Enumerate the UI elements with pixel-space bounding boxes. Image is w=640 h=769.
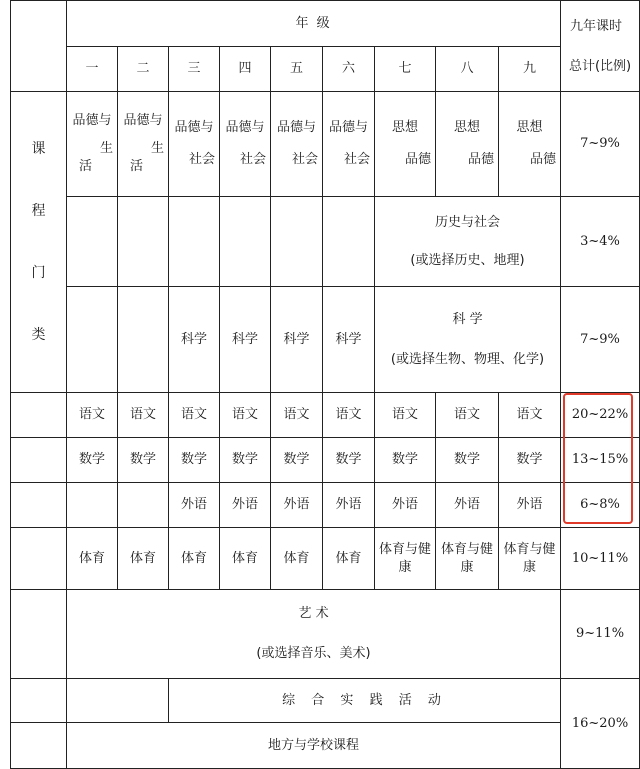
grade-4: 四	[220, 47, 271, 92]
history-cell	[375, 197, 561, 287]
row-chinese	[11, 393, 640, 438]
math-g9: 数学	[499, 438, 561, 483]
history-pct: 3~4%	[561, 197, 640, 287]
math-g5: 数学	[271, 438, 323, 483]
math-g1: 数学	[67, 438, 118, 483]
moral-g2: 品德与 生 活	[118, 92, 169, 197]
row-history	[11, 197, 640, 287]
chinese-g1: 语文	[67, 393, 118, 438]
moral-g9: 思想 品德	[499, 92, 561, 197]
row-moral	[11, 92, 640, 197]
grade-8: 八	[436, 47, 499, 92]
foreign-g4: 外语	[220, 483, 271, 528]
foreign-g7: 外语	[375, 483, 436, 528]
history-note: (或选择历史、地理)	[410, 252, 525, 268]
science-g6: 科学	[323, 287, 375, 393]
foreign-g8: 外语	[436, 483, 499, 528]
foreign-g5: 外语	[271, 483, 323, 528]
grade-7: 七	[375, 47, 436, 92]
row-local	[11, 723, 640, 769]
row-science	[11, 287, 640, 393]
category-char-2: 程	[31, 203, 46, 219]
math-g8: 数学	[436, 438, 499, 483]
math-pct: 13~15%	[561, 438, 640, 483]
moral-g4: 品德与 社会	[220, 92, 271, 197]
row-practice	[11, 679, 640, 723]
corner-cell	[11, 1, 67, 92]
category-char-3: 门	[31, 265, 46, 281]
practice-cell: 综 合 实 践 活 动	[169, 679, 561, 723]
science-note: (或选择生物、物理、化学)	[390, 351, 545, 367]
chinese-g5: 语文	[271, 393, 323, 438]
science-title: 科 学	[452, 311, 483, 327]
pe-g4: 体育	[220, 528, 271, 590]
local-cell: 地方与学校课程	[67, 723, 561, 769]
grade-2: 二	[118, 47, 169, 92]
foreign-pct: 6~8%	[561, 483, 640, 528]
moral-g7: 思想 品德	[375, 92, 436, 197]
header-row-grade	[11, 1, 640, 47]
moral-pct: 7~9%	[561, 92, 640, 197]
chinese-g2: 语文	[118, 393, 169, 438]
arts-note: (或选择音乐、美术)	[256, 646, 371, 661]
chinese-g6: 语文	[323, 393, 375, 438]
pe-g2: 体育	[118, 528, 169, 590]
row-foreign	[11, 483, 640, 528]
science-g5: 科学	[271, 287, 323, 393]
arts-cell	[67, 590, 561, 679]
hours-header	[561, 1, 640, 92]
category-char-1: 课	[31, 141, 46, 157]
science-g4: 科学	[220, 287, 271, 393]
foreign-g6: 外语	[323, 483, 375, 528]
grade-5: 五	[271, 47, 323, 92]
arts-pct: 9~11%	[561, 590, 640, 679]
arts-title: 艺 术	[298, 606, 329, 621]
math-g7: 数学	[375, 438, 436, 483]
pe-g9: 体育与健康	[499, 528, 561, 590]
foreign-g3: 外语	[169, 483, 220, 528]
chinese-g9: 语文	[499, 393, 561, 438]
foreign-g9: 外语	[499, 483, 561, 528]
grade-6: 六	[323, 47, 375, 92]
science-cell	[375, 287, 561, 393]
hours-header-top: 九年课时	[570, 19, 623, 34]
chinese-g8: 语文	[436, 393, 499, 438]
moral-g6: 品德与 社会	[323, 92, 375, 197]
header-row-grades	[11, 47, 640, 92]
moral-g8: 思想 品德	[436, 92, 499, 197]
pe-g1: 体育	[67, 528, 118, 590]
foreign-g1	[67, 483, 118, 528]
hours-header-bottom: 总计(比例)	[568, 59, 632, 74]
history-title: 历史与社会	[435, 214, 501, 230]
science-g3: 科学	[169, 287, 220, 393]
moral-g3: 品德与 社会	[169, 92, 220, 197]
row-arts	[11, 590, 640, 679]
foreign-g2	[118, 483, 169, 528]
grade-1: 一	[67, 47, 118, 92]
row-pe	[11, 528, 640, 590]
category-cell	[11, 92, 67, 393]
pe-g6: 体育	[323, 528, 375, 590]
chinese-g4: 语文	[220, 393, 271, 438]
math-g6: 数学	[323, 438, 375, 483]
grade-header: 年 级	[67, 1, 561, 47]
math-g4: 数学	[220, 438, 271, 483]
practice-local-pct: 16~20%	[561, 679, 640, 769]
curriculum-table	[10, 0, 640, 769]
moral-g1: 品德与 生 活	[67, 92, 118, 197]
pe-g3: 体育	[169, 528, 220, 590]
row-math	[11, 438, 640, 483]
chinese-pct: 20~22%	[561, 393, 640, 438]
grade-9: 九	[499, 47, 561, 92]
chinese-g3: 语文	[169, 393, 220, 438]
pe-pct: 10~11%	[561, 528, 640, 590]
math-g3: 数学	[169, 438, 220, 483]
pe-g8: 体育与健康	[436, 528, 499, 590]
science-pct: 7~9%	[561, 287, 640, 393]
chinese-g7: 语文	[375, 393, 436, 438]
moral-g5: 品德与 社会	[271, 92, 323, 197]
grade-3: 三	[169, 47, 220, 92]
category-char-4: 类	[31, 327, 46, 343]
pe-g5: 体育	[271, 528, 323, 590]
pe-g7: 体育与健康	[375, 528, 436, 590]
math-g2: 数学	[118, 438, 169, 483]
